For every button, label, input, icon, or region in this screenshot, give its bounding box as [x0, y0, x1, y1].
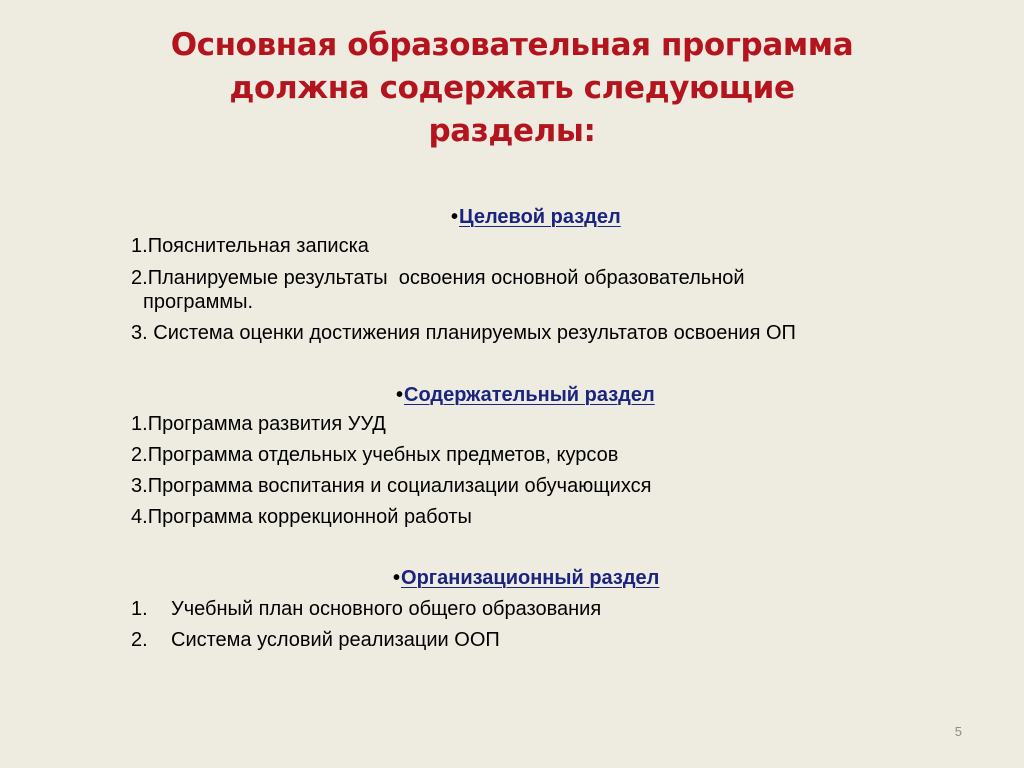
list-item — [131, 234, 369, 258]
list-item — [131, 266, 745, 314]
list-item — [131, 505, 472, 529]
item-number: 4. — [131, 506, 148, 528]
item-number: 3. — [131, 322, 148, 344]
bullet-icon: • — [393, 567, 401, 589]
item-number: 2. — [131, 444, 148, 466]
item-number: 1. — [131, 413, 148, 435]
bullet-icon: • — [451, 206, 459, 228]
item-text: Программа отдельных учебных предметов, курсов — [147, 444, 619, 466]
item-number: 3. — [131, 475, 148, 497]
item-number: 2. — [131, 629, 148, 651]
page-number: 5 — [954, 724, 962, 739]
item-number: 1. — [131, 235, 148, 257]
item-text: Пояснительная записка — [147, 235, 369, 257]
item-number: 1. — [131, 598, 148, 620]
section-heading-label: Организационный раздел — [401, 567, 660, 589]
item-text: Планируемые результаты освоения основной образовательной — [147, 267, 745, 289]
title-line-2: должна содержать следующие — [229, 70, 795, 106]
item-text: Учебный план основного общего образования — [171, 598, 602, 620]
item-text: Программа воспитания и социализации обучающихся — [147, 475, 652, 497]
title-line-1: Основная образовательная программа — [170, 27, 854, 63]
list-item — [131, 443, 618, 467]
item-number: 2. — [131, 267, 148, 289]
item-text: Система условий реализации ООП — [171, 629, 500, 651]
item-text: Программа развития УУД — [147, 413, 386, 435]
list-item — [131, 597, 601, 621]
bullet-icon: • — [396, 384, 404, 406]
section-heading-label: Целевой раздел — [459, 206, 621, 228]
item-text: Программа коррекционной работы — [147, 506, 472, 528]
list-item — [131, 628, 500, 652]
item-text: Система оценки достижения планируемых результатов освоения ОП — [147, 322, 796, 344]
title-line-3: разделы: — [428, 113, 596, 149]
section-heading-content — [396, 383, 655, 407]
list-item — [131, 474, 651, 498]
section-heading-target — [451, 205, 621, 229]
list-item — [131, 412, 386, 436]
item-text-continuation: программы. — [143, 291, 254, 313]
list-item — [131, 321, 796, 345]
section-heading-organization — [393, 566, 659, 590]
section-heading-label: Содержательный раздел — [404, 384, 655, 406]
